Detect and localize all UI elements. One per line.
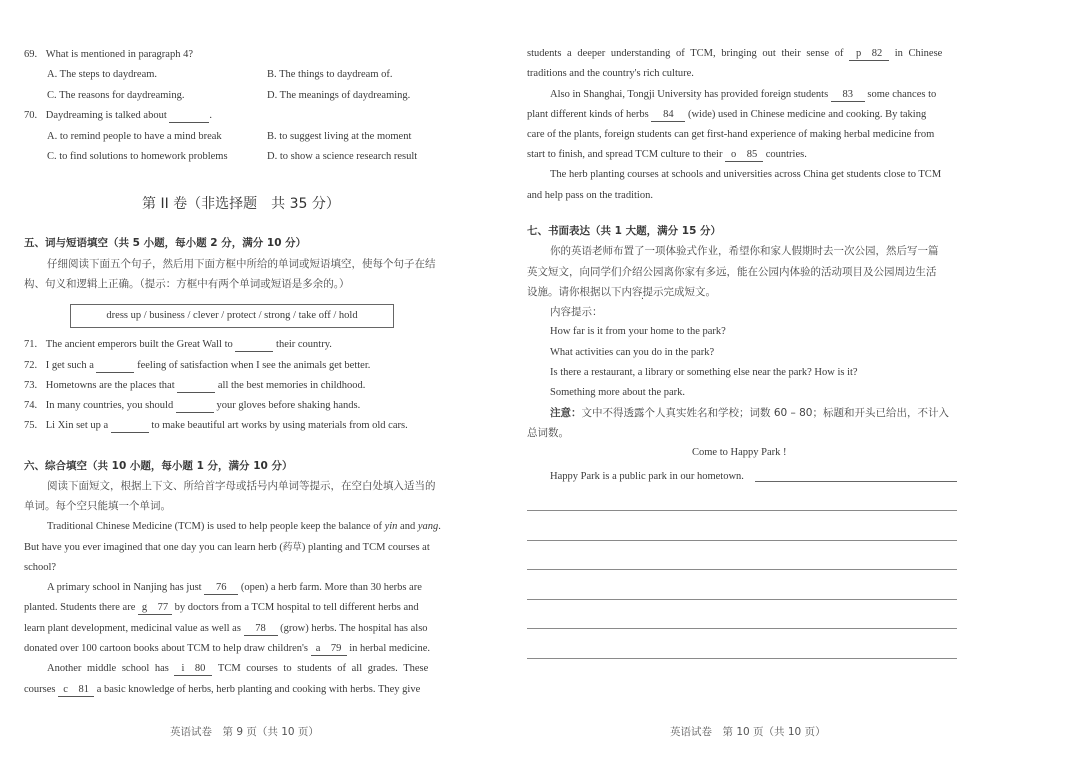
option-70-c[interactable]: C. to find solutions to homework problems (47, 151, 228, 162)
blank-78[interactable]: 78 (244, 623, 278, 636)
writing-line[interactable] (527, 540, 957, 541)
option-69-b[interactable]: B. The things to daydream of. (267, 69, 393, 80)
answer-blank[interactable] (177, 380, 215, 393)
passage-p5-line2: and help pass on the tradition. (527, 190, 653, 201)
page-footer-10: 英语试卷 第 10 页（共 10 页） (670, 726, 826, 738)
answer-blank[interactable] (111, 420, 149, 433)
passage-p4-line3: care of the plants, foreign students can get first-hand experience of making herbal medicine from (527, 129, 935, 140)
answer-blank[interactable] (235, 339, 273, 352)
blank-83[interactable]: 83 (831, 89, 865, 102)
passage-p4-line2: plant different kinds of herbs 84 (wide) used in Chinese medicine and cooking. By taking (527, 109, 927, 120)
section-6-instruction: 阅读下面短文，根据上下文、所给首字母或括号内单词等提示，在空白处填入适当的 (47, 480, 436, 492)
blank-80[interactable]: i 80 (174, 663, 212, 676)
question-70: 70. Daydreaming is talked about . (24, 110, 213, 121)
blank-84[interactable]: 84 (651, 109, 685, 122)
essay-opening: Happy Park is a public park in our hometown. (550, 471, 744, 482)
writing-line[interactable] (527, 658, 957, 659)
answer-blank[interactable] (96, 360, 134, 373)
passage-p2-line2: planted. Students there are g 77 by doctors from a TCM hospital to tell different herbs and (24, 602, 419, 613)
passage-p4-line4: start to finish, and spread TCM culture to their o 85 countries. (527, 149, 807, 160)
hint-3: Is there a restaurant, a library or something else near the park? How is it? (550, 367, 858, 378)
option-70-a[interactable]: A. to remind people to have a mind break (47, 131, 222, 142)
question-stem: Daydreaming is talked about (45, 110, 167, 121)
answer-blank[interactable] (176, 400, 214, 413)
section-7-instruction-cont: 英文短文，向同学们介绍公园离你家有多远，能在公园内体验的活动项目及公园周边生活 (527, 266, 937, 278)
right-page-10 (527, 0, 1080, 762)
note-cont: 总词数。 (527, 427, 569, 439)
writing-line[interactable] (527, 510, 957, 511)
part-2-title: 第 II 卷（非选择题 共 35 分） (142, 196, 340, 212)
passage-p3-line4: traditions and the country's rich culture. (527, 68, 694, 79)
section-6-instruction-cont: 单词。每个空只能填一个单词。 (24, 500, 171, 512)
option-69-a[interactable]: A. The steps to daydream. (47, 69, 158, 80)
note: 注意：文中不得透露个人真实姓名和学校；词数 60 – 80；标题和开头已给出，不计入 (550, 407, 949, 419)
blank-82[interactable]: p 82 (849, 48, 889, 61)
section-7-instruction-end: 设施。请你根据以下内容提示完成短文。 (527, 286, 716, 298)
section-5-instruction: 仔细阅读下面五个句子，然后用下面方框中所给的单词或短语填空，使每个句子在结 (47, 258, 436, 270)
section-5-title: 五、词与短语填空（共 5 小题，每小题 2 分，满分 10 分） (24, 237, 307, 249)
passage-p3-line2: courses c 81 a basic knowledge of herbs, herb planting and cooking with herbs. They give (24, 684, 421, 695)
option-70-d[interactable]: D. to show a science research result (267, 151, 418, 162)
hint-2: What activities can you do in the park? (550, 347, 715, 358)
passage-p3-line1: Another middle school has i 80 TCM courses to students of all grades. These (47, 663, 429, 674)
page-footer-9: 英语试卷 第 9 页（共 10 页） (170, 726, 319, 738)
writing-line[interactable] (527, 599, 957, 600)
note-label: 注意： (550, 407, 582, 419)
essay-title: Come to Happy Park ! (692, 447, 787, 458)
passage-p2-line1: A primary school in Nanjing has just 76 (open) a herb farm. More than 30 herbs are (47, 582, 422, 593)
hints-label: 内容提示： (550, 306, 603, 318)
blank-79[interactable]: a 79 (311, 643, 347, 656)
question-74: 74. In many countries, you should your gloves before shaking hands. (24, 400, 361, 411)
question-71: 71. The ancient emperors built the Great Wall to their country. (24, 339, 332, 350)
question-75: 75. Li Xin set up a to make beautiful art works by using materials from old cars. (24, 420, 408, 431)
blank-76[interactable]: 76 (204, 582, 238, 595)
blank-81[interactable]: c 81 (58, 684, 94, 697)
hint-1: How far is it from your home to the park? (550, 326, 726, 337)
blank-77[interactable]: g 77 (138, 602, 172, 615)
passage-p1-line3: school? (24, 562, 57, 573)
passage-p4-line1: Also in Shanghai, Tongji University has provided foreign students 83 some chances to (550, 89, 937, 100)
option-69-d[interactable]: D. The meanings of daydreaming. (267, 90, 411, 101)
passage-p1-line1: Traditional Chinese Medicine (TCM) is used to help people keep the balance of yin and yang. (47, 521, 441, 532)
question-72: 72. I get such a feeling of satisfaction when I see the animals get better. (24, 360, 371, 371)
question-69: 69. What is mentioned in paragraph 4? (24, 49, 193, 60)
question-stem: What is mentioned in paragraph 4? (45, 49, 193, 60)
section-5-instruction-cont: 构、句义和逻辑上正确。（提示：方框中有两个单词或短语是多余的。） (24, 278, 350, 290)
passage-p5-line1: The herb planting courses at schools and universities across China get students close to TCM (550, 169, 942, 180)
question-73: 73. Hometowns are the places that all the best memories in childhood. (24, 380, 366, 391)
writing-line[interactable] (527, 628, 957, 629)
passage-p1-line2: But have you ever imagined that one day you can learn herb (药草) planting and TCM courses at (24, 542, 430, 553)
passage-p2-line3: learn plant development, medicinal value as well as 78 (grow) herbs. The hospital has also (24, 623, 428, 634)
writing-line[interactable] (527, 569, 957, 570)
answer-blank[interactable] (169, 110, 209, 123)
passage-p3-line3: students a deeper understanding of TCM, bringing out their sense of p 82 in Chinese (527, 48, 943, 59)
blank-85[interactable]: o 85 (725, 149, 763, 162)
passage-p2-line4: donated over 100 cartoon books about TCM to help draw children's a 79 in herbal medicine. (24, 643, 430, 654)
section-7-title: 七、书面表达（共 1 大题，满分 15 分） (527, 225, 722, 237)
option-70-b[interactable]: B. to suggest living at the moment (267, 131, 412, 142)
option-69-c[interactable]: C. The reasons for daydreaming. (47, 90, 185, 101)
hint-4: Something more about the park. (550, 387, 686, 398)
writing-line-first[interactable] (755, 481, 957, 482)
word-bank-box: dress up / business / clever / protect / strong / take off / hold (70, 304, 394, 328)
section-7-instruction: 你的英语老师布置了一项体验式作业，希望你和家人假期时去一次公园，然后写一篇 (550, 245, 939, 257)
section-6-title: 六、综合填空（共 10 小题，每小题 1 分，满分 10 分） (24, 460, 293, 472)
